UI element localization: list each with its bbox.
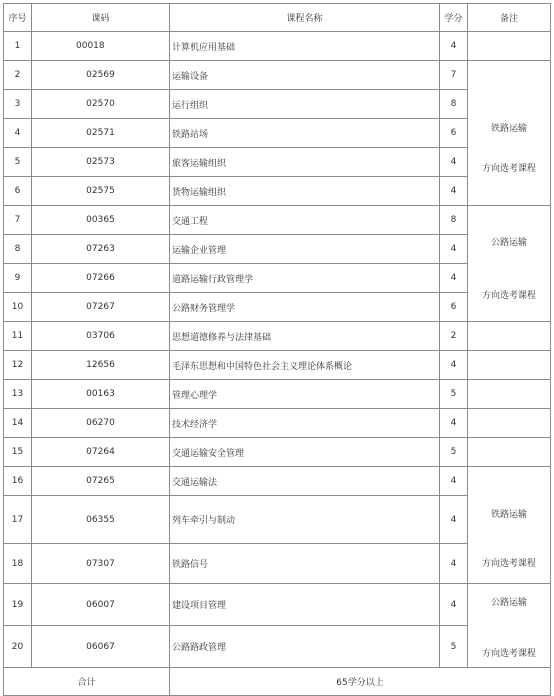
note-line-2: 方向选考课程 — [481, 648, 536, 659]
note-railway-2 — [468, 467, 551, 584]
row-code: 06355 — [32, 496, 170, 544]
row-note-empty — [468, 438, 551, 467]
total-row — [4, 668, 551, 696]
note-railway-1 — [468, 61, 551, 206]
table-row — [4, 438, 551, 467]
table-row — [4, 322, 551, 351]
row-code: 07265 — [32, 467, 170, 496]
row-credit: 7 — [440, 61, 468, 90]
row-name: 道路运输行政管理学 — [170, 264, 440, 293]
row-code: 07264 — [32, 438, 170, 467]
row-credit: 4 — [440, 584, 468, 626]
row-code: 02575 — [32, 177, 170, 206]
row-name: 列车牵引与制动 — [170, 496, 440, 544]
row-credit: 2 — [440, 322, 468, 351]
row-credit: 4 — [440, 544, 468, 584]
note-line-2: 方向选考课程 — [481, 290, 536, 301]
total-label: 合计 — [4, 668, 170, 696]
row-code: 07307 — [32, 544, 170, 584]
note-line-1: 公路运输 — [490, 597, 527, 608]
row-name: 旅客运输组织 — [170, 148, 440, 177]
row-note-empty — [468, 351, 551, 380]
row-seq: 16 — [4, 467, 32, 496]
row-code: 06007 — [32, 584, 170, 626]
header-row — [4, 4, 551, 32]
row-seq: 7 — [4, 206, 32, 235]
row-code: 07266 — [32, 264, 170, 293]
row-code: 02573 — [32, 148, 170, 177]
row-credit: 8 — [440, 90, 468, 119]
row-seq: 4 — [4, 119, 32, 148]
row-note-empty — [468, 322, 551, 351]
row-note-empty — [468, 409, 551, 438]
row-seq: 1 — [4, 32, 32, 61]
note-line-2: 方向选考课程 — [481, 559, 536, 569]
table-row — [4, 32, 551, 61]
row-name: 交通工程 — [170, 206, 440, 235]
row-credit: 4 — [440, 264, 468, 293]
row-credit: 5 — [440, 380, 468, 409]
row-name: 技术经济学 — [170, 409, 440, 438]
row-credit: 6 — [440, 293, 468, 322]
note-line-1: 铁路运输 — [490, 510, 527, 520]
row-name: 思想道德修养与法律基础 — [170, 322, 440, 351]
table-row — [4, 206, 551, 235]
row-seq: 3 — [4, 90, 32, 119]
course-table — [3, 3, 551, 696]
table-row — [4, 61, 551, 90]
row-credit: 4 — [440, 235, 468, 264]
row-name: 毛泽东思想和中国特色社会主义理论体系概论 — [170, 351, 440, 380]
row-code: 12656 — [32, 351, 170, 380]
row-name: 建设项目管理 — [170, 584, 440, 626]
row-name: 交通运输法 — [170, 467, 440, 496]
row-note-empty — [468, 32, 551, 61]
row-seq: 9 — [4, 264, 32, 293]
row-code: 00365 — [32, 206, 170, 235]
table-row — [4, 351, 551, 380]
row-seq: 20 — [4, 626, 32, 668]
row-name: 交通运输安全管理 — [170, 438, 440, 467]
row-seq: 13 — [4, 380, 32, 409]
row-code: 02569 — [32, 61, 170, 90]
row-credit: 4 — [440, 32, 468, 61]
table-row — [4, 409, 551, 438]
row-seq: 8 — [4, 235, 32, 264]
row-credit: 8 — [440, 206, 468, 235]
header-code: 课码 — [32, 4, 170, 32]
row-code: 00018 — [32, 32, 170, 61]
row-seq: 18 — [4, 544, 32, 584]
row-seq: 6 — [4, 177, 32, 206]
row-note-empty — [468, 380, 551, 409]
row-name: 公路路政管理 — [170, 626, 440, 668]
table-row — [4, 584, 551, 626]
row-seq: 2 — [4, 61, 32, 90]
row-name: 计算机应用基础 — [170, 32, 440, 61]
row-name: 铁路站场 — [170, 119, 440, 148]
row-credit: 6 — [440, 119, 468, 148]
row-name: 运输企业管理 — [170, 235, 440, 264]
row-credit: 5 — [440, 438, 468, 467]
row-credit: 5 — [440, 626, 468, 668]
row-credit: 4 — [440, 467, 468, 496]
row-code: 06270 — [32, 409, 170, 438]
row-seq: 19 — [4, 584, 32, 626]
row-name: 运输设备 — [170, 61, 440, 90]
header-seq: 序号 — [4, 4, 32, 32]
total-value: 65学分以上 — [170, 668, 551, 696]
row-code: 07263 — [32, 235, 170, 264]
row-code: 02570 — [32, 90, 170, 119]
row-name: 运行组织 — [170, 90, 440, 119]
note-line-1: 公路运输 — [490, 237, 527, 248]
row-credit: 4 — [440, 351, 468, 380]
header-name: 课程名称 — [170, 4, 440, 32]
note-line-2: 方向选考课程 — [481, 164, 536, 174]
row-name: 货物运输组织 — [170, 177, 440, 206]
note-line-1: 铁路运输 — [490, 124, 527, 134]
row-name: 铁路信号 — [170, 544, 440, 584]
row-code: 02571 — [32, 119, 170, 148]
row-code: 03706 — [32, 322, 170, 351]
row-credit: 4 — [440, 409, 468, 438]
row-code: 00163 — [32, 380, 170, 409]
note-highway-1 — [468, 206, 551, 322]
row-credit: 4 — [440, 177, 468, 206]
table-row — [4, 467, 551, 496]
header-credit: 学分 — [440, 4, 468, 32]
table-row — [4, 380, 551, 409]
row-seq: 14 — [4, 409, 32, 438]
note-highway-2 — [468, 584, 551, 668]
row-seq: 11 — [4, 322, 32, 351]
row-code: 07267 — [32, 293, 170, 322]
row-credit: 4 — [440, 148, 468, 177]
row-name: 公路财务管理学 — [170, 293, 440, 322]
row-code: 06067 — [32, 626, 170, 668]
row-seq: 10 — [4, 293, 32, 322]
row-seq: 5 — [4, 148, 32, 177]
row-seq: 17 — [4, 496, 32, 544]
row-seq: 12 — [4, 351, 32, 380]
row-name: 管理心理学 — [170, 380, 440, 409]
header-note: 备注 — [468, 4, 551, 32]
row-seq: 15 — [4, 438, 32, 467]
row-credit: 4 — [440, 496, 468, 544]
